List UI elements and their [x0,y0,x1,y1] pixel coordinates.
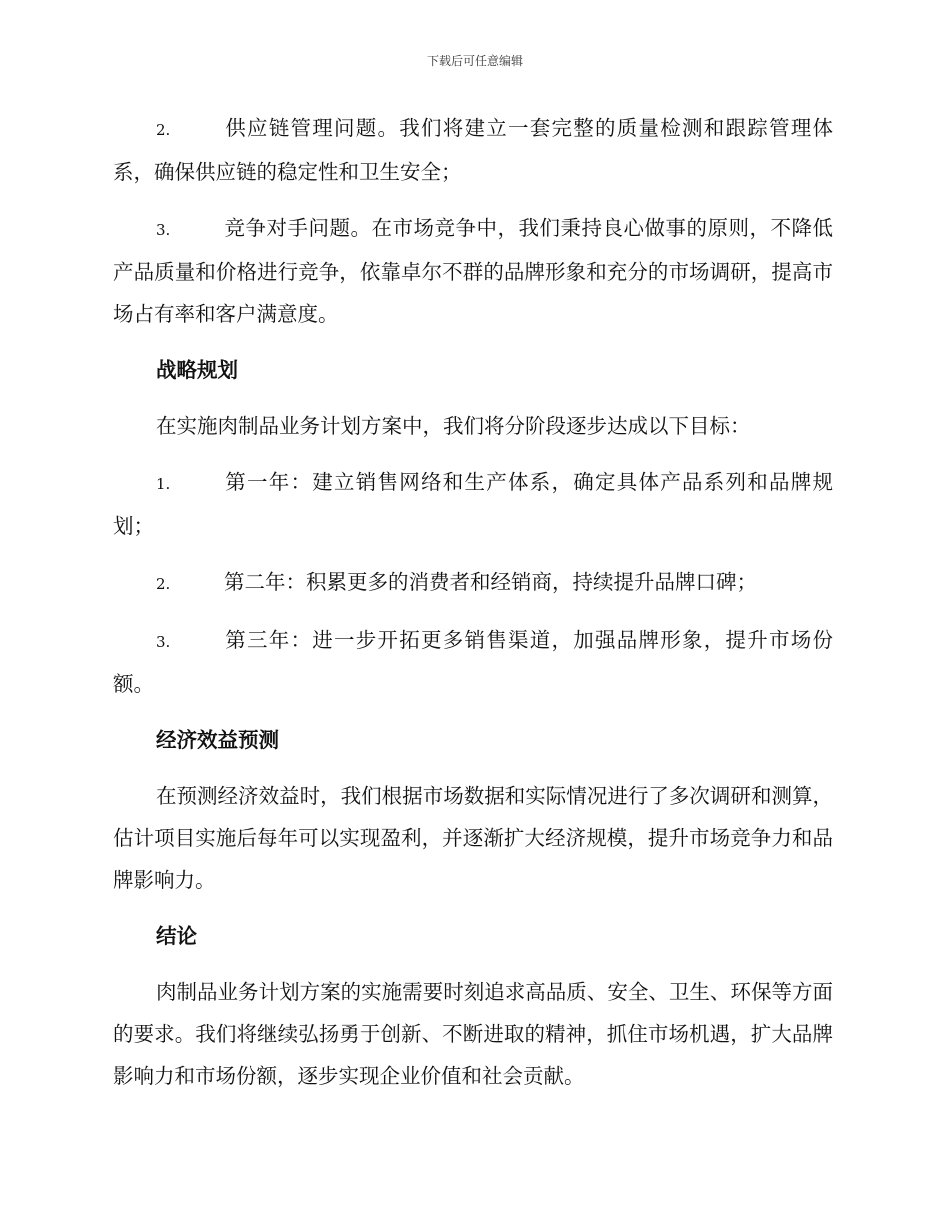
document-body [113,107,833,1111]
list-number: 2. [156,121,171,139]
page-header-note: 下载后可任意编辑 [426,54,523,68]
list-item-text: 供应链管理问题。我们将建立一套完整的质量检测和跟踪管理体系，确保供应链的稳定性和卫生安全； [113,116,833,184]
list-item-text: 第二年：积累更多的消费者和经销商，持续提升品牌口碑； [224,570,757,594]
list-item-text: 第三年：进一步开拓更多销售渠道，加强品牌形象，提升市场份额。 [113,628,833,696]
list-item-goal-1 [113,461,833,547]
list-item-risk-3 [113,207,833,335]
list-item-goal-3 [113,619,833,705]
economic-paragraph: 在预测经济效益时，我们根据市场数据和实际情况进行了多次调研和测算，估计项目实施后每年可以实现盈利，并逐渐扩大经济规模，提升市场竞争力和品牌影响力。 [113,784,833,892]
list-item-risk-2 [113,107,833,193]
section-heading-conclusion: 结论 [156,924,197,948]
section-heading-strategy: 战略规划 [156,358,238,382]
section-heading-economic: 经济效益预测 [156,728,279,752]
list-item-goal-2 [113,561,833,605]
list-number: 2. [156,575,171,593]
list-number: 3. [156,633,171,651]
list-item-text: 第一年：建立销售网络和生产体系，确定具体产品系列和品牌规划； [113,470,833,538]
conclusion-paragraph: 肉制品业务计划方案的实施需要时刻追求高品质、安全、卫生、环保等方面的要求。我们将继续弘扬勇于创新、不断进取的精神，抓住市场机遇，扩大品牌影响力和市场份额，逐步实现企业价值和社会贡献。 [113,980,833,1088]
list-item-text: 竞争对手问题。在市场竞争中，我们秉持良心做事的原则，不降低产品质量和价格进行竞争，依靠卓尔不群的品牌形象和充分的市场调研，提高市场占有率和客户满意度。 [113,216,833,326]
list-number: 1. [156,475,171,493]
strategy-intro-paragraph: 在实施肉制品业务计划方案中，我们将分阶段逐步达成以下目标： [156,414,751,438]
list-number: 3. [156,221,171,239]
